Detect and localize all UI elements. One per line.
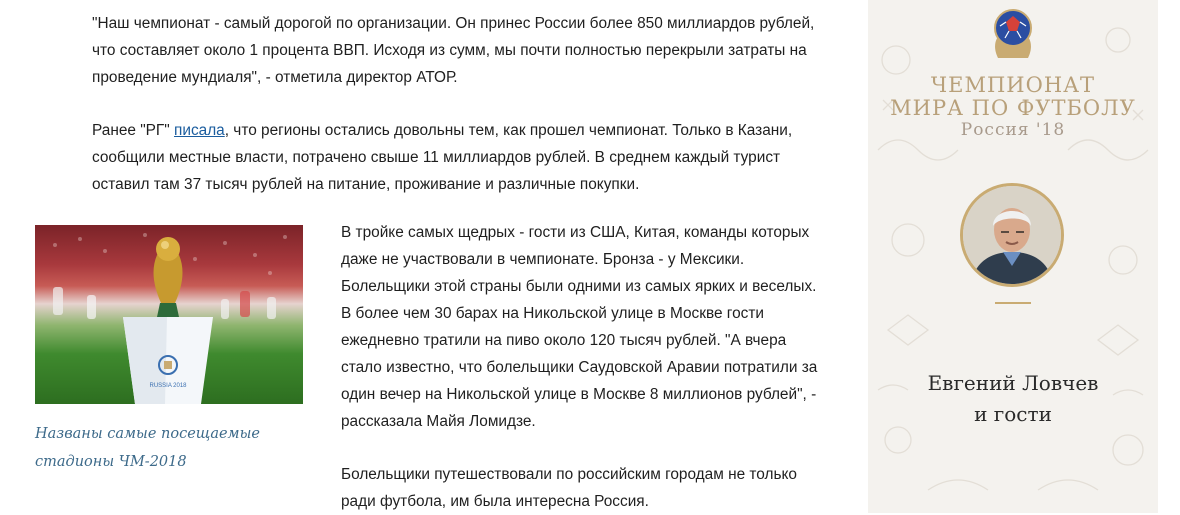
gold-divider [995,302,1031,304]
world-cup-subtitle: Россия '18 [960,120,1066,140]
world-cup-title [868,74,1158,120]
guest-name: Евгений Ловчев [927,371,1099,395]
guest-portrait [963,186,1061,284]
guest-name-suffix: и гости [974,402,1052,426]
article-paragraph-1: "Наш чемпионат - самый дорогой по организации. Он принес России более 850 миллиардов рублей, что составляет около 1 процента ВВП. Исходя из сумм, мы почти полностью перекрыли затраты на проведение мундиаля", - отметила директор АТОР. [92,15,815,86]
article-paragraph-3: В тройке самых щедрых - гости из США, Китая, команды которых даже не участвовали в чемпионате. Бронза - у Мексики. Болельщики этой страны были одними из самых ярких и веселых. В более чем 30 барах на Никольской улице в Москве гости ежедневно тратили на пиво около 120 тысяч рублей. "А вчера стало известно, что болельщики Саудовской Аравии потратили за один вечер на Никольской улице в Москве 8 миллионов рублей", - рассказала Майя Ломидзе. [341,224,818,430]
guest-avatar[interactable] [960,183,1064,287]
sidebar-promo[interactable] [868,0,1158,513]
world-cup-title-line-1: ЧЕМПИОНАТ [930,73,1096,97]
paragraph-2-text-end: , что регионы остались довольны тем, как прошел чемпионат. Только в Казани, сообщили местные власти, потрачено свыше 11 миллиардов рублей. В среднем каждый турист оставил там 37 тысяч рублей на питание, проживание и различные покупки. [92,122,793,193]
world-cup-title-line-2: МИРА ПО ФУТБОЛУ [890,96,1136,120]
article-paragraph-4: Болельщики путешествовали по российским городам не только ради футбола, им была интересна Россия. [341,466,797,510]
pedestal-text: RUSSIA 2018 [149,383,187,389]
page-right-margin [1158,0,1180,513]
article-paragraph-2 [92,117,832,198]
related-article-caption[interactable]: Названы самые посещаемые стадионы ЧМ-2018 [35,426,260,470]
world-cup-emblem-icon [988,6,1038,64]
article-link-pisala[interactable]: писала [174,122,225,139]
world-cup-trophy-photo [35,225,303,404]
guest-name-block [868,368,1158,430]
paragraph-2-text-start: Ранее "РГ" [92,122,175,139]
related-article-image[interactable] [35,225,303,404]
